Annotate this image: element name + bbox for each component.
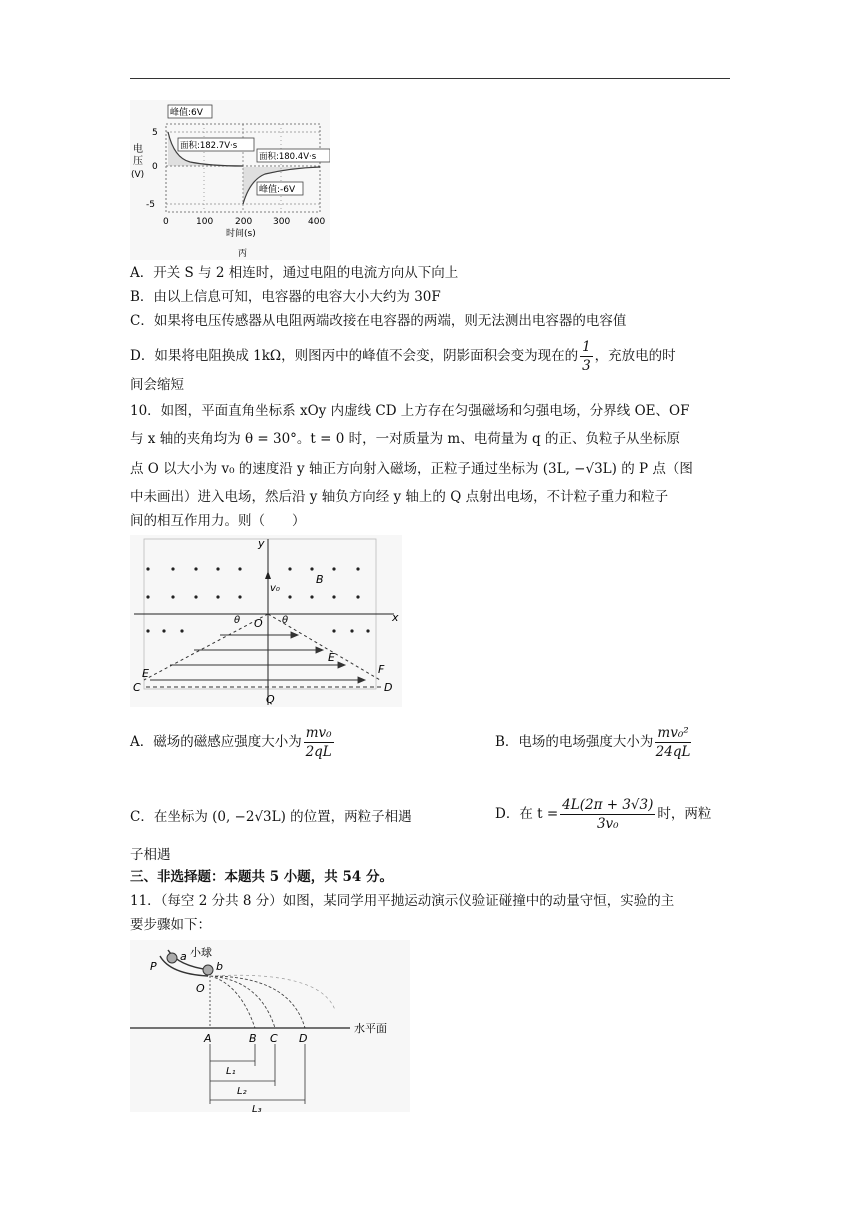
fig-x-tick-400: 400 xyxy=(308,217,326,227)
q10-option-d-text-post: 时，两粒 xyxy=(657,806,712,822)
fig-peak-negative: 峰值:-6V xyxy=(259,185,296,195)
fig-y-label-1: 电 xyxy=(133,144,143,155)
section-3-title: 三、非选择题：本题共 5 小题，共 54 分。 xyxy=(130,869,393,885)
fig10-Q-label: Q xyxy=(266,693,275,706)
fraction-denominator: 24qL xyxy=(655,744,691,760)
fig11-L2-label: L₂ xyxy=(237,1086,247,1097)
fig10-O-label: O xyxy=(254,617,263,630)
q11-line-2: 要步骤如下： xyxy=(130,917,211,933)
fig10-v0-label: v₀ xyxy=(270,583,280,594)
q9-option-b: B．由以上信息可知，电容器的电容大小大约为 30F xyxy=(130,289,441,305)
q10-option-d-fraction xyxy=(560,796,655,833)
q10-option-d xyxy=(495,796,711,833)
q10-line-2: 与 x 轴的夹角均为 θ = 30°。t = 0 时，一对质量为 m、电荷量为 q 的正、负粒子从坐标原 xyxy=(130,431,680,447)
q10-line-5: 间的相互作用力。则（ ） xyxy=(130,513,306,529)
figure-field-diagram xyxy=(130,535,402,707)
q10-option-a-text: A．磁场的磁感应强度大小为 xyxy=(130,734,302,750)
fig-y-tick-5: 5 xyxy=(152,128,158,138)
fig11-B-label: B xyxy=(249,1032,257,1045)
fig10-D-label: D xyxy=(384,681,393,694)
fig-x-tick-100: 100 xyxy=(196,217,214,227)
fig-x-label: 时间(s) xyxy=(226,229,256,239)
fig10-theta-left: θ xyxy=(234,615,241,626)
fraction-numerator: 1 xyxy=(582,339,591,355)
q9-option-a: A．开关 S 与 2 相连时，通过电阻的电流方向从下向上 xyxy=(130,265,459,281)
figure-voltage-time xyxy=(130,100,330,260)
fig-x-tick-0: 0 xyxy=(163,217,169,227)
fig11-O-label: O xyxy=(196,982,205,995)
fig10-y-label: y xyxy=(258,537,265,550)
header-rule xyxy=(130,78,730,79)
q10-line-1: 10．如图，平面直角坐标系 xOy 内虚线 CD 上方存在匀强磁场和匀强电场，分界线 OE、OF xyxy=(130,403,690,419)
fig11-b-label: b xyxy=(216,960,223,973)
fig11-L3-label: L₃ xyxy=(252,1104,262,1112)
fraction-numerator: mv₀ xyxy=(305,725,332,741)
q9-option-c: C．如果将电压传感器从电阻两端改接在电容器的两端，则无法测出电容器的电容值 xyxy=(130,313,627,329)
q10-option-b-text: B．电场的电场强度大小为 xyxy=(495,734,654,750)
fig-peak-positive: 峰值:6V xyxy=(170,108,203,118)
fig10-x-label: x xyxy=(392,611,399,624)
q9-option-d-text-post: ，充放电的时 xyxy=(594,348,676,364)
fig-area-1: 面积:182.7V·s xyxy=(180,141,238,151)
fig11-D-label: D xyxy=(299,1032,308,1045)
q10-option-a-fraction xyxy=(304,724,334,761)
q10-option-c: C．在坐标为 (0, −2√3L) 的位置，两粒子相遇 xyxy=(130,809,412,825)
fraction-denominator: 2qL xyxy=(305,744,332,760)
q10-option-d-text: D．在 t = xyxy=(495,806,559,822)
q10-option-a xyxy=(130,724,336,761)
fig-x-tick-200: 200 xyxy=(235,217,253,227)
q9-option-d-text: D．如果将电阻换成 1kΩ，则图丙中的峰值不会变，阴影面积会变为现在的 xyxy=(130,348,579,364)
q9-option-d-line2: 间会缩短 xyxy=(130,377,184,393)
q11-line-1: 11．（每空 2 分共 8 分）如图，某同学用平抛运动演示仪验证碰撞中的动量守恒，实验的主 xyxy=(130,893,675,909)
fig-y-label-2: 压 xyxy=(133,156,143,167)
fraction-denominator: 3v₀ xyxy=(596,816,619,832)
fig-x-tick-300: 300 xyxy=(273,217,291,227)
fig-y-tick-0: 0 xyxy=(152,162,158,172)
q9-option-d-fraction xyxy=(580,338,593,375)
q10-option-d-line2: 子相遇 xyxy=(130,847,171,863)
fig11-C-label: C xyxy=(270,1032,278,1045)
q10-line-4: 中未画出）进入电场，然后沿 y 轴负方向经 y 轴上的 Q 点射出电场，不计粒子重力和粒子 xyxy=(130,489,669,505)
fraction-numerator: 4L(2π + 3√3) xyxy=(562,797,654,813)
fraction-numerator: mv₀² xyxy=(657,725,689,741)
fig10-F-label: F xyxy=(378,663,385,676)
fig10-E-left: E xyxy=(142,667,149,680)
fig11-ground-label: 水平面 xyxy=(354,1022,387,1035)
fig-y-tick-neg5: -5 xyxy=(146,200,155,210)
fig-y-unit: (V) xyxy=(131,170,145,180)
fig11-ball-label: 小球 xyxy=(190,946,212,959)
q10-option-b-fraction xyxy=(655,724,690,761)
q9-option-d xyxy=(130,338,676,375)
fig10-E-field: E xyxy=(328,651,335,664)
fig10-B-label: B xyxy=(316,573,324,586)
q10-option-b xyxy=(495,724,693,761)
fig11-a-label: a xyxy=(180,950,187,963)
fig11-A-label: A xyxy=(204,1032,212,1045)
fraction-denominator: 3 xyxy=(582,358,591,374)
fig-caption: 丙 xyxy=(238,249,248,259)
fig10-C-label: C xyxy=(133,681,141,694)
fig-area-2: 面积:180.4V·s xyxy=(259,152,317,162)
fig11-P-label: P xyxy=(150,960,157,973)
fig10-theta-right: θ xyxy=(282,615,289,626)
fig11-L1-label: L₁ xyxy=(226,1066,236,1077)
figure-projectile-apparatus xyxy=(130,940,410,1112)
q10-line-3: 点 O 以大小为 v₀ 的速度沿 y 轴正方向射入磁场，正粒子通过坐标为 (3L, −√3L) 的 P 点（图 xyxy=(130,461,693,477)
